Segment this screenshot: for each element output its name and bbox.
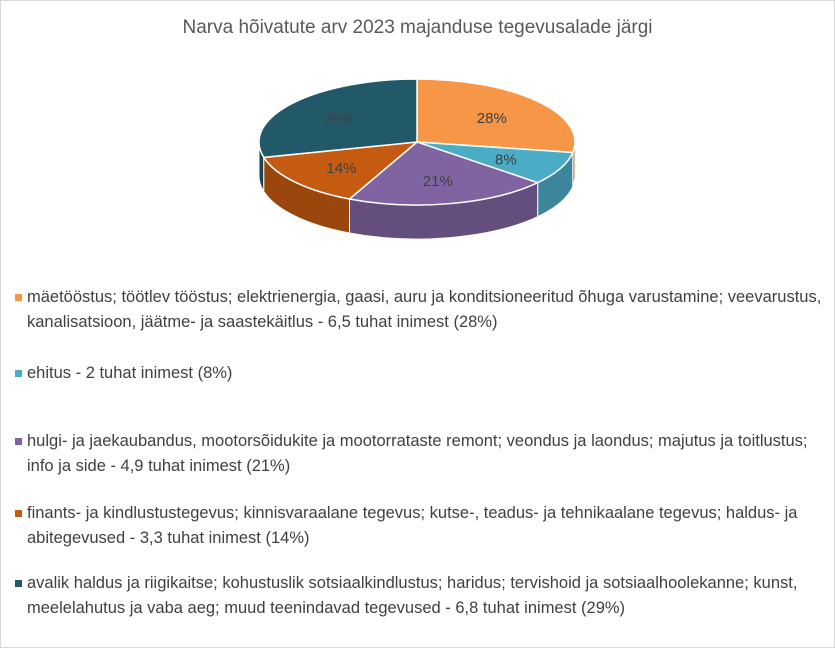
pie-slice-label-4: 29% bbox=[324, 111, 355, 128]
pie-slice-label-0: 28% bbox=[476, 109, 507, 127]
pie-slice-label-2: 21% bbox=[422, 173, 453, 191]
legend-item bbox=[15, 571, 827, 621]
legend-swatch bbox=[15, 370, 22, 377]
legend-swatch bbox=[15, 294, 22, 301]
legend-item bbox=[15, 429, 827, 479]
legend-label: avalik haldus ja riigikaitse; kohustuslik sotsiaalkindlustus; haridus; tervishoid ja sotsiaalhoolekanne; kunst, meelelahutus ja vaba aeg; muud teenindavad tegevused - 6,8 tuhat inimest (29%) bbox=[27, 574, 798, 617]
pie-slice-label-3: 14% bbox=[326, 159, 357, 177]
legend-swatch bbox=[15, 510, 22, 517]
legend-swatch bbox=[15, 580, 22, 587]
legend-label: hulgi- ja jaekaubandus, mootorsõidukite ja mootorrataste remont; veondus ja laondus; majutus ja toitlustus; info ja side - 4,9 tuhat inimest (21%) bbox=[27, 432, 808, 475]
legend-swatch bbox=[15, 438, 22, 445]
legend-item bbox=[15, 285, 827, 335]
legend-label: finants- ja kindlustustegevus; kinnisvaraalane tegevus; kutse-, teadus- ja tehnikaalane tegevus; haldus- ja abitegevused - 3,3 tuhat inimest (14%) bbox=[27, 504, 798, 547]
legend-item bbox=[15, 501, 827, 551]
chart-title: Narva hõivatute arv 2023 majanduse tegevusalade järgi bbox=[182, 17, 653, 38]
legend-item bbox=[15, 361, 827, 386]
legend-label: ehitus - 2 tuhat inimest (8%) bbox=[27, 364, 233, 382]
legend-label: mäetööstus; töötlev tööstus; elektrienergia, gaasi, auru ja konditsioneeritud õhuga varustamine; veevarustus, kanalisatsioon, jäätme- ja saastekäitlus - 6,5 tuhat inimest (28%) bbox=[27, 288, 822, 331]
pie-chart bbox=[1, 1, 834, 271]
pie-slice-label-1: 8% bbox=[495, 151, 517, 169]
